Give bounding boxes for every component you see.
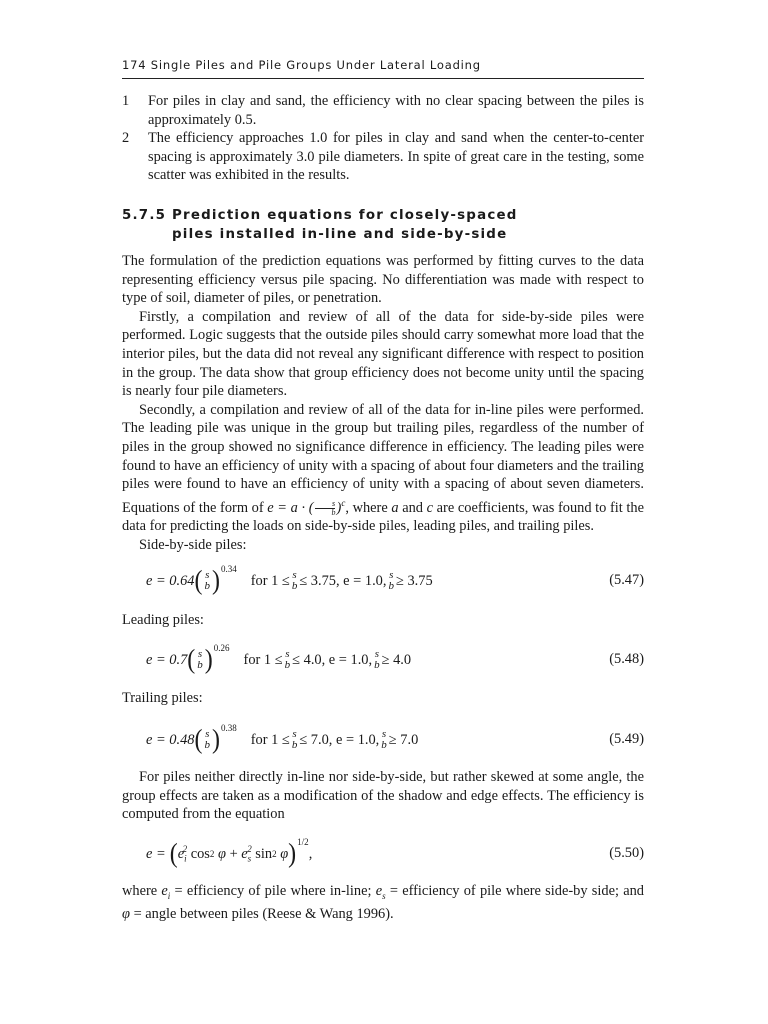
- running-head: 174 Single Piles and Pile Groups Under Lateral Loading: [122, 58, 481, 72]
- equation-body: e = 0.48 ( s b ) 0.38 for 1 ≤ s b ≤ 7.0, e = 1.0, s b ≥ 7.0: [146, 723, 419, 755]
- paragraph-text: and: [398, 499, 427, 516]
- body-paragraphs: [122, 252, 644, 554]
- list-text: For piles in clay and sand, the efficiency with no clear spacing between the piles is approximately 0.5.: [148, 93, 644, 128]
- paragraph-text: , where: [345, 499, 392, 516]
- paragraph: The formulation of the prediction equations was performed by fitting curves to the data representing efficiency versus pile spacing. No differentiation was made with respect to type of soil, diameter of piles, or penetration.: [122, 253, 644, 307]
- header-rule: [122, 78, 644, 79]
- paragraph-text: are coefficients, was found to fit the data for predicting the loads on side-by-side piles, leading piles, and trailing piles.: [122, 499, 645, 535]
- equation-body: e = 0.7 ( s b ) 0.26 for 1 ≤ s b ≤ 4.0, e = 1.0, s b ≥ 4.0: [146, 643, 412, 675]
- label-leading: Leading piles:: [122, 612, 204, 628]
- equation-number: (5.50): [609, 845, 644, 861]
- body-paragraph-skewed: [122, 768, 644, 824]
- body-paragraph-where: [122, 882, 644, 924]
- equation-5-48: [122, 640, 644, 680]
- paragraph: Secondly, a compilation and review of all of the data for in-line piles were performed. The leading pile was unique in the group but trailing piles, regardless of the number of piles in the group showed no significance difference in efficiency. The leading piles were found to have an efficiency of unity with a spacing of about four diameters and the trailing piles were found to have an efficiency of unity with a spacing of about seven diameters. Equations of the form of e = a · ( $\frac{s}{b}$ )$^c$, where a and c are coefficients, was found to fit the data for predicting the loads on side-by-side piles, leading piles, and trailing piles.: [122, 401, 645, 535]
- list-number: 1: [122, 93, 130, 109]
- inline-fraction: $\frac{s}{b}$: [315, 500, 336, 517]
- equation-body: e = 0.64 ( s b ) 0.34 for 1 ≤ s b ≤ 3.75, e = 1.0, s b ≥ 3.75: [146, 564, 433, 596]
- inline-formula: e = a · ( $\frac{s}{b}$ )$^c$: [267, 497, 346, 517]
- list-number: 2: [122, 130, 130, 147]
- equation-body: e = ( $e_i^2$ cos 2 φ + $e_s^2$ sin 2 φ ) 1/2 ,: [146, 837, 313, 869]
- label-side-by-side: Side-by-side piles:: [139, 536, 247, 553]
- list-text: The efficiency approaches 1.0 for piles in clay and sand when the center-to-center spacing is approximately 3.0 pile diameters. In spite of great care in the testing, some scatter was exhibited in the results.: [148, 130, 644, 184]
- equation-5-47: [122, 561, 644, 601]
- equation-number: (5.47): [609, 572, 644, 588]
- numbered-list: [122, 92, 644, 185]
- equation-number: (5.49): [609, 731, 644, 747]
- paragraph: Firstly, a compilation and review of all of the data for side-by-side piles were performed. Logic suggests that the outside piles should carry somewhat more load that the interior piles, but the data did not reveal any significant difference with respect to position in the group. The data show that group efficiency does not become unity until the spacing is nearly four pile diameters.: [122, 308, 644, 400]
- paragraph: For piles neither directly in-line nor side-by-side, but rather skewed at some angle, the group effects are taken as a modification of the shadow and edge effects. The efficiency is computed from the equation: [122, 769, 644, 823]
- section-title-line1: Prediction equations for closely-spaced: [172, 208, 518, 223]
- equation-5-50: [122, 834, 644, 874]
- section-number: 5.7.5: [122, 208, 167, 223]
- paragraph-text: Secondly, a compilation and review of all of the data for in-line piles were performed. The leading pile was unique in the group but trailing piles, regardless of the number of piles in the group showed no significance difference in efficiency. The leading piles were found to have an efficiency of unity with a spacing of about four diameters and the trailing piles were found to have an efficiency of unity with a spacing of about seven diameters. Equations of the form of: [122, 401, 644, 516]
- label-trailing: Trailing piles:: [122, 690, 203, 706]
- section-title-line2: piles installed in-line and side-by-side: [172, 226, 508, 242]
- section-heading: [122, 207, 644, 244]
- equation-5-49: [122, 720, 644, 760]
- equation-number: (5.48): [609, 651, 644, 667]
- list-item: [122, 129, 644, 185]
- list-item: [122, 92, 644, 129]
- paragraph: where $e_i$ = efficiency of pile where in-line; $e_s$ = efficiency of pile where side-by side; and φ = angle between piles (Reese & Wang 1996).: [122, 883, 644, 923]
